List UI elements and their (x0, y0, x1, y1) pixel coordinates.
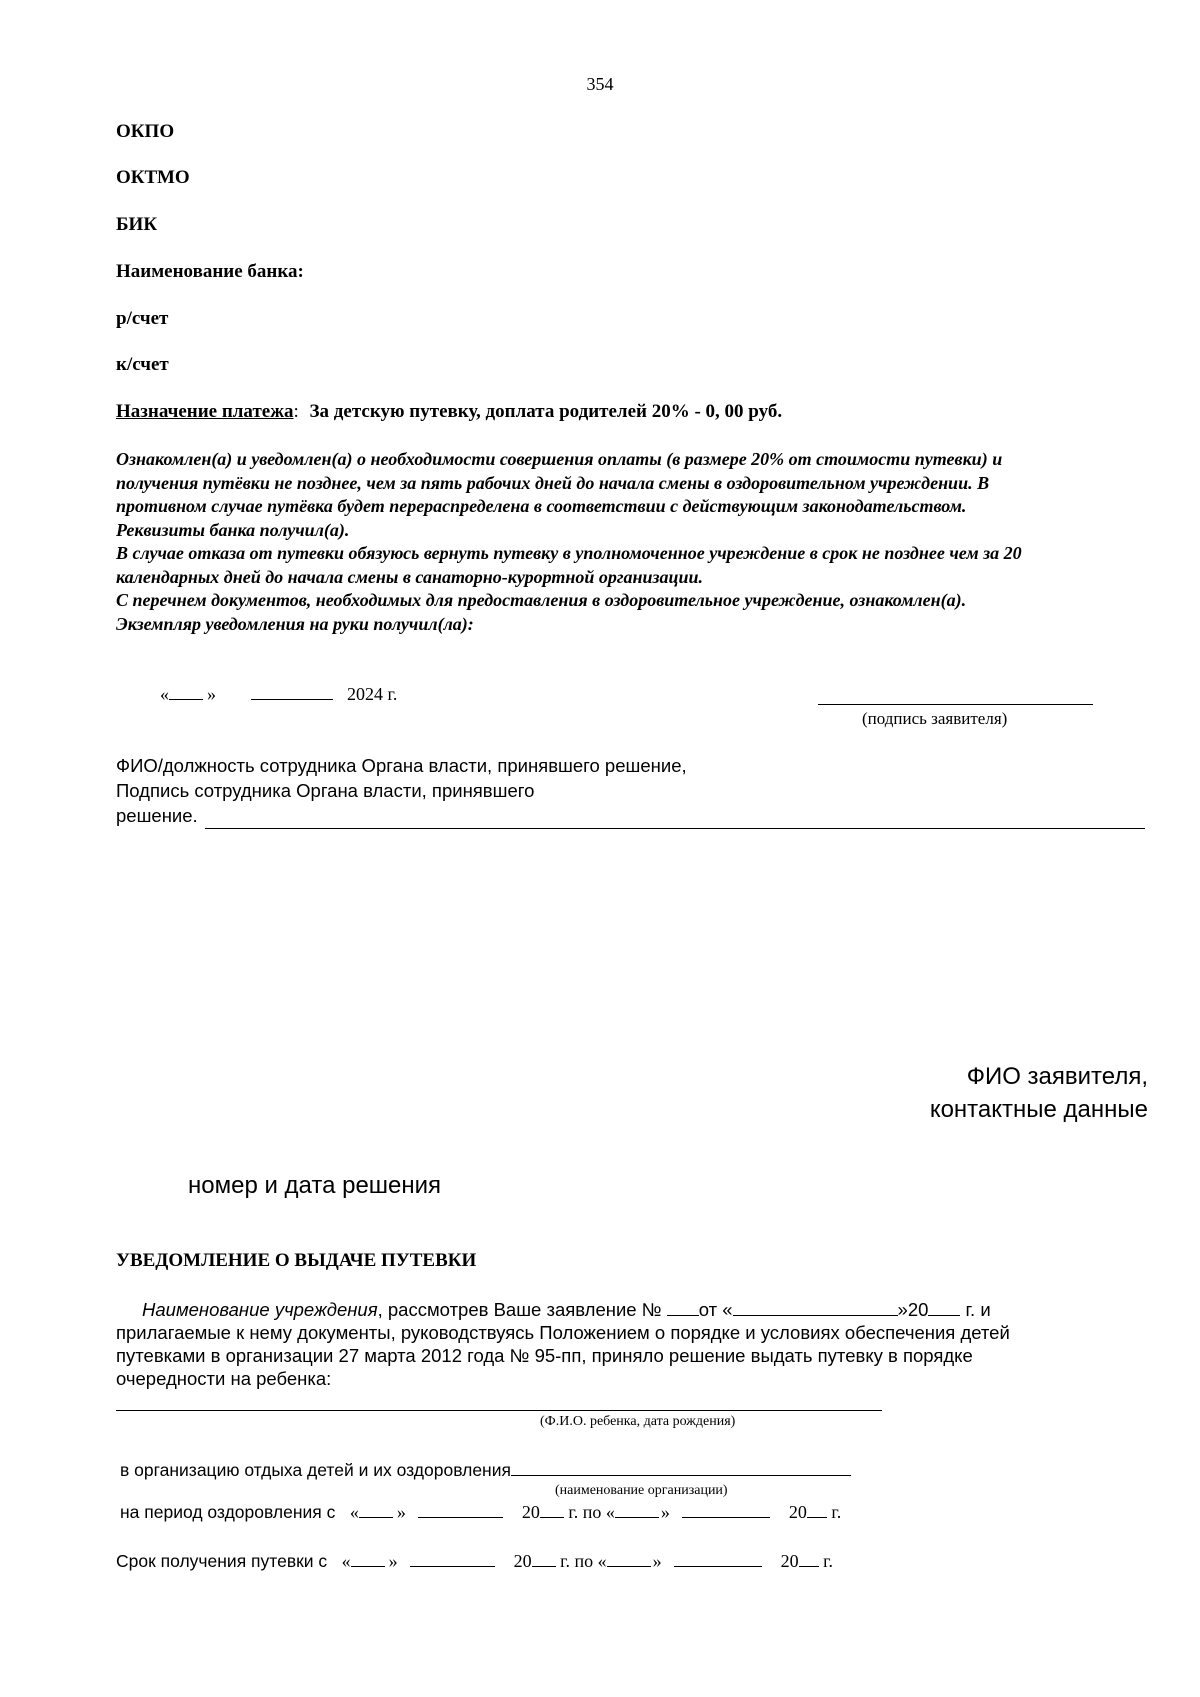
period-quote-open: « (349, 1502, 359, 1522)
period-quote-close-2: » (660, 1502, 670, 1522)
child-caption: (Ф.И.О. ребенка, дата рождения) (540, 1414, 736, 1429)
notice-line: С перечнем документов, необходимых для предоставления в оздоровительное учреждение, ознакомлен(а). (116, 590, 967, 610)
day-blank[interactable] (169, 698, 203, 700)
body-text: »20 (897, 1299, 929, 1320)
period-end-day-blank[interactable] (615, 1516, 659, 1518)
notice-line: получения путёвки не позднее, чем за пять рабочих дней до начала смены в оздоровительном учреждении. В (116, 472, 990, 493)
applicant-info (930, 1060, 1148, 1126)
period-row (120, 1502, 841, 1523)
period-label: на период оздоровления с (120, 1502, 336, 1522)
field-oktmo: ОКТМО (116, 167, 190, 188)
period-start-day-blank[interactable] (359, 1516, 393, 1518)
term-start-year-blank[interactable] (532, 1565, 556, 1567)
application-number-blank[interactable] (667, 1314, 699, 1316)
organization-row (120, 1460, 851, 1481)
term-end-suffix: г. (818, 1551, 834, 1571)
field-bank-name: Наименование банка: (116, 261, 304, 282)
term-year-prefix: 20 (513, 1551, 532, 1571)
signature-caption: (подпись заявителя) (862, 709, 1008, 728)
payment-purpose-label: Назначение платежа (116, 401, 294, 422)
term-quote-close-2: » (652, 1551, 662, 1571)
body-text: г. и (960, 1299, 991, 1320)
term-row (116, 1551, 833, 1572)
date-quote-open: « (160, 684, 169, 704)
payment-purpose-text: За детскую путевку, доплата родителей 20% - 0, 00 руб. (309, 401, 783, 422)
organization-caption: (наименование организации) (555, 1483, 728, 1498)
date-year: 2024 г. (347, 684, 398, 704)
decision-number-date: номер и дата решения (188, 1172, 442, 1199)
term-end-day-blank[interactable] (607, 1565, 651, 1567)
applicant-contacts-label: контактные данные (929, 1096, 1148, 1123)
body-text: очередности на ребенка: (116, 1368, 332, 1389)
notice-line: Ознакомлен(а) и уведомлен(а) о необходимости совершения оплаты (в размере 20% от стоимости путевки) и (116, 449, 1003, 469)
page-number: 354 (586, 74, 614, 94)
child-name-line[interactable] (116, 1410, 882, 1411)
term-to: г. по « (555, 1551, 607, 1571)
period-year-prefix: 20 (521, 1502, 540, 1522)
notice-body (116, 1298, 1166, 1390)
application-date-blank[interactable] (733, 1314, 898, 1316)
field-settlement-account: р/счет (116, 308, 169, 329)
term-end-month-blank[interactable] (674, 1565, 762, 1567)
official-decision-label: решение. (116, 805, 198, 826)
organization-label: в организацию отдыха детей и их оздоровления (120, 1460, 511, 1480)
official-signature-line[interactable] (205, 828, 1145, 829)
period-end-month-blank[interactable] (682, 1516, 770, 1518)
payment-purpose (116, 401, 782, 423)
official-signature-label: Подпись сотрудника Органа власти, принявшего (116, 780, 535, 801)
term-quote-open: « (341, 1551, 351, 1571)
application-year-blank[interactable] (928, 1314, 960, 1316)
notice-line: Реквизиты банка получил(а). (116, 519, 350, 540)
term-quote-close: » (388, 1551, 398, 1571)
term-label: Срок получения путевки с (116, 1551, 328, 1571)
notice-line: В случае отказа от путевки обязуюсь вернуть путевку в уполномоченное учреждение в срок не позднее чем за 20 (116, 543, 1022, 563)
notice-line: Экземпляр уведомления на руки получил(ла): (116, 613, 474, 634)
body-text: прилагаемые к нему документы, руководствуясь Положением о порядке и условиях обеспечения детей (116, 1322, 1010, 1343)
term-year-prefix-2: 20 (780, 1551, 799, 1571)
field-okpo: ОКПО (116, 121, 175, 142)
notice-line: противном случае путёвка будет перераспределена в соответствии с действующим законодательством. (116, 496, 967, 516)
field-correspondent-account: к/счет (116, 354, 169, 375)
notice-title: УВЕДОМЛЕНИЕ О ВЫДАЧЕ ПУТЕВКИ (116, 1250, 477, 1271)
organization-blank[interactable] (511, 1474, 851, 1476)
period-end-year-blank[interactable] (807, 1516, 827, 1518)
period-quote-close: » (396, 1502, 406, 1522)
term-start-month-blank[interactable] (410, 1565, 495, 1567)
applicant-name-label: ФИО заявителя, (966, 1063, 1148, 1090)
field-bik: БИК (116, 214, 158, 235)
body-text: от « (698, 1299, 733, 1320)
notice-paragraph (116, 448, 1022, 636)
official-position-label: ФИО/должность сотрудника Органа власти, принявшего решение, (116, 755, 687, 776)
signature-line[interactable] (818, 704, 1093, 705)
month-blank[interactable] (251, 698, 333, 700)
period-start-year-blank[interactable] (540, 1516, 564, 1518)
official-block (116, 753, 687, 828)
date-quote-close: » (207, 684, 216, 704)
institution-name: Наименование учреждения (142, 1299, 378, 1320)
term-start-day-blank[interactable] (351, 1565, 385, 1567)
period-year-prefix-2: 20 (788, 1502, 807, 1522)
payment-purpose-colon: : (293, 401, 299, 422)
notice-line: календарных дней до начала смены в санаторно-курортной организации. (116, 566, 704, 587)
period-start-month-blank[interactable] (418, 1516, 503, 1518)
term-end-year-blank[interactable] (799, 1565, 819, 1567)
body-text: , рассмотрев Ваше заявление № (377, 1299, 667, 1320)
period-to: г. по « (563, 1502, 615, 1522)
date-row (160, 684, 397, 705)
period-end-suffix: г. (826, 1502, 842, 1522)
body-text: путевками в организации 27 марта 2012 года № 95-пп, приняло решение выдать путевку в порядке (116, 1345, 973, 1366)
